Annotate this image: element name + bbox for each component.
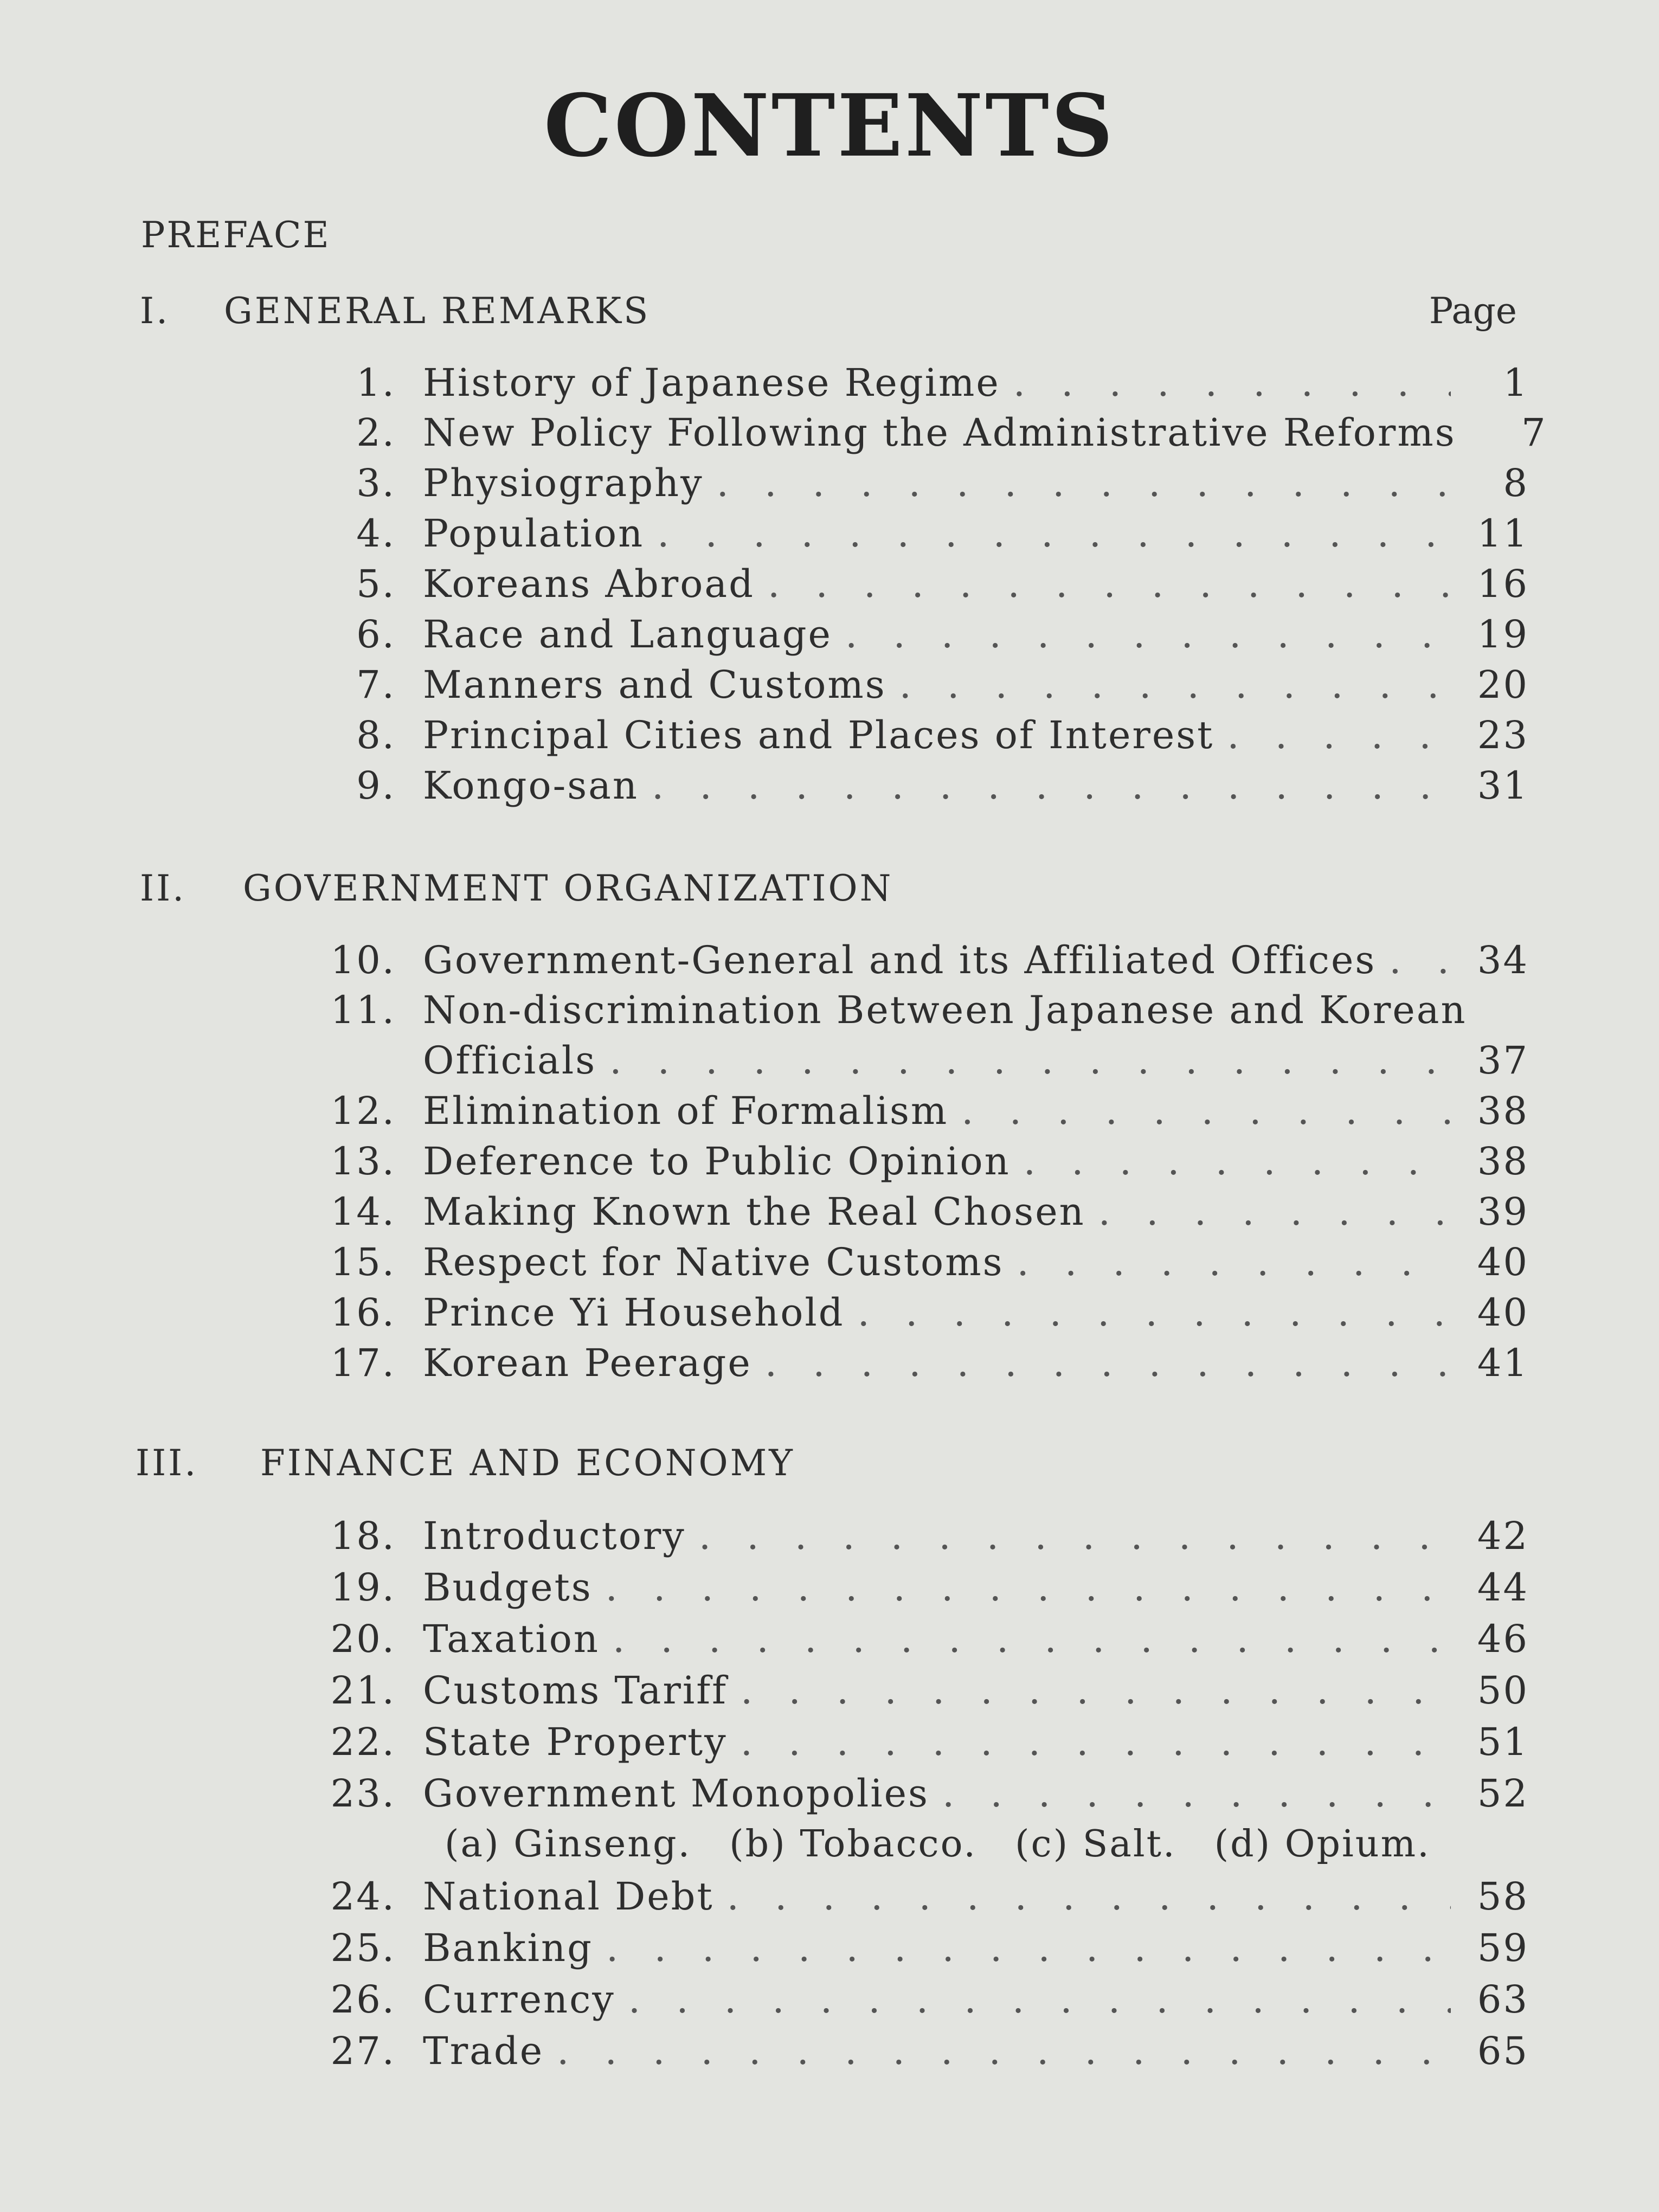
entry-number: 6. bbox=[356, 612, 396, 657]
entry-number: 23. bbox=[330, 1771, 396, 1816]
dot-leader bbox=[1013, 361, 1451, 405]
entry-title: Kongo-san bbox=[423, 763, 639, 808]
toc-entry bbox=[293, 1874, 1529, 1923]
section-numeral: I. bbox=[140, 290, 170, 332]
entry-title: Physiography bbox=[423, 461, 704, 505]
entry-number: 12. bbox=[330, 1089, 396, 1133]
toc-entry bbox=[293, 988, 1529, 1037]
toc-entry bbox=[293, 1514, 1529, 1562]
entry-page: 58 bbox=[1477, 1874, 1529, 1919]
subitem: (d) Opium. bbox=[1214, 1823, 1431, 1866]
toc-entry bbox=[293, 1290, 1529, 1339]
dot-leader bbox=[768, 562, 1451, 606]
section-heading-3 bbox=[136, 1442, 795, 1484]
dot-leader bbox=[613, 1617, 1451, 1661]
toc-entry bbox=[293, 1771, 1529, 1820]
entry-title: Population bbox=[423, 511, 645, 556]
entry-title: Government-General and its Affiliated Offices bbox=[423, 938, 1377, 982]
dot-leader bbox=[741, 1668, 1451, 1713]
toc-entry bbox=[293, 763, 1529, 812]
entry-title: Koreans Abroad bbox=[423, 562, 755, 606]
dot-leader bbox=[942, 1771, 1451, 1816]
entry-number: 22. bbox=[330, 1720, 396, 1764]
entry-number: 21. bbox=[330, 1668, 396, 1713]
entry-title: Making Known the Real Chosen bbox=[423, 1189, 1085, 1234]
entry-number: 25. bbox=[330, 1926, 396, 1970]
entry-page: 38 bbox=[1477, 1089, 1529, 1133]
page-title: CONTENTS bbox=[544, 76, 1115, 176]
entry-page: 59 bbox=[1477, 1926, 1529, 1970]
entry-title: National Debt bbox=[423, 1874, 714, 1919]
entry-number: 5. bbox=[356, 562, 396, 606]
entry-number: 15. bbox=[330, 1240, 396, 1284]
entry-number: 20. bbox=[330, 1617, 396, 1661]
entry-title: Respect for Native Customs bbox=[423, 1240, 1004, 1284]
entry-page: 65 bbox=[1477, 2029, 1529, 2073]
entry-number: 14. bbox=[330, 1189, 396, 1234]
entry-page: 51 bbox=[1477, 1720, 1529, 1764]
entry-title: Trade bbox=[423, 2029, 544, 2073]
dot-leader bbox=[899, 663, 1451, 707]
entry-page: 23 bbox=[1477, 713, 1529, 757]
entry-page: 16 bbox=[1477, 562, 1529, 606]
entry-page: 40 bbox=[1477, 1240, 1529, 1284]
entry-number: 24. bbox=[330, 1874, 396, 1919]
dot-leader bbox=[1098, 1189, 1451, 1234]
entry-page: 31 bbox=[1477, 763, 1529, 808]
entry-page: 7 bbox=[1521, 410, 1547, 455]
toc-entry bbox=[293, 1240, 1529, 1289]
entry-number: 4. bbox=[356, 511, 396, 556]
section-title: GENERAL REMARKS bbox=[223, 290, 651, 332]
entry-number: 18. bbox=[330, 1514, 396, 1558]
section-numeral: II. bbox=[140, 867, 187, 909]
entry-number: 2. bbox=[356, 410, 396, 455]
toc-entry bbox=[293, 1617, 1529, 1666]
toc-entry-continuation bbox=[423, 1038, 1529, 1087]
subitem: (c) Salt. bbox=[1014, 1823, 1176, 1866]
entry-page: 34 bbox=[1477, 938, 1529, 982]
entry-title-continued: Officials bbox=[423, 1038, 597, 1083]
entry-title: Manners and Customs bbox=[423, 663, 886, 707]
entry-number: 16. bbox=[330, 1290, 396, 1335]
entry-title: Principal Cities and Places of Interest bbox=[423, 713, 1214, 757]
toc-entry bbox=[293, 361, 1529, 409]
entry-number: 7. bbox=[356, 663, 396, 707]
page-column-header: Page bbox=[1429, 290, 1517, 332]
entry-number: 9. bbox=[356, 763, 396, 808]
entry-page: 1 bbox=[1503, 361, 1529, 405]
toc-entry bbox=[293, 1720, 1529, 1769]
dot-leader bbox=[765, 1341, 1451, 1385]
toc-entry bbox=[293, 1668, 1529, 1717]
entry-title: Government Monopolies bbox=[423, 1771, 929, 1816]
entry-title: Currency bbox=[423, 1977, 615, 2022]
entry-number: 17. bbox=[330, 1341, 396, 1385]
entry-page: 52 bbox=[1477, 1771, 1529, 1816]
dot-leader bbox=[699, 1514, 1451, 1558]
toc-entry bbox=[293, 461, 1529, 510]
dot-leader bbox=[845, 612, 1451, 657]
entry-title: New Policy Following the Administrative Reforms bbox=[423, 410, 1456, 455]
entry-number: 3. bbox=[356, 461, 396, 505]
toc-entry bbox=[293, 1189, 1529, 1238]
entry-page: 11 bbox=[1477, 511, 1529, 556]
toc-entry bbox=[293, 562, 1529, 610]
entry-page: 63 bbox=[1477, 1977, 1529, 2022]
entry-title: Customs Tariff bbox=[423, 1668, 728, 1713]
entry-page: 37 bbox=[1477, 1038, 1529, 1083]
toc-entry bbox=[293, 1089, 1529, 1137]
toc-entry bbox=[293, 663, 1529, 711]
entry-title: Elimination of Formalism bbox=[423, 1089, 949, 1133]
dot-leader bbox=[609, 1038, 1451, 1083]
entry-page: 39 bbox=[1477, 1189, 1529, 1234]
dot-leader bbox=[1024, 1139, 1451, 1184]
toc-entry bbox=[293, 1977, 1529, 2026]
entry-page: 44 bbox=[1477, 1565, 1529, 1610]
entry-page: 50 bbox=[1477, 1668, 1529, 1713]
dot-leader bbox=[606, 1565, 1451, 1610]
toc-entry bbox=[293, 713, 1529, 762]
dot-leader bbox=[557, 2029, 1451, 2073]
section-title: FINANCE AND ECONOMY bbox=[260, 1442, 795, 1484]
entry-title: Budgets bbox=[423, 1565, 593, 1610]
section-heading-2 bbox=[140, 867, 893, 909]
toc-entry bbox=[293, 1926, 1529, 1975]
dot-leader bbox=[741, 1720, 1451, 1764]
entry-number: 8. bbox=[356, 713, 396, 757]
entry-page: 42 bbox=[1477, 1514, 1529, 1558]
entry-title: State Property bbox=[423, 1720, 728, 1764]
section-heading-1 bbox=[140, 290, 650, 332]
entry-number: 1. bbox=[356, 361, 396, 405]
toc-entry bbox=[293, 612, 1529, 661]
section-title: GOVERNMENT ORGANIZATION bbox=[242, 867, 893, 909]
dot-leader bbox=[717, 461, 1451, 505]
toc-entry bbox=[293, 2029, 1529, 2078]
entry-title: Introductory bbox=[423, 1514, 686, 1558]
entry-title: Prince Yi Household bbox=[423, 1290, 845, 1335]
entry-number: 19. bbox=[330, 1565, 396, 1610]
subitem: (a) Ginseng. bbox=[445, 1823, 692, 1866]
entry-title: Race and Language bbox=[423, 612, 832, 657]
toc-entry bbox=[293, 1341, 1529, 1390]
entry-number: 26. bbox=[330, 1977, 396, 2022]
monopoly-subitems bbox=[445, 1823, 1469, 1866]
section-numeral: III. bbox=[136, 1442, 198, 1484]
entry-number: 27. bbox=[330, 2029, 396, 2073]
dot-leader bbox=[961, 1089, 1451, 1133]
dot-leader bbox=[1227, 713, 1451, 757]
entry-title: Banking bbox=[423, 1926, 593, 1970]
toc-entry bbox=[293, 1139, 1529, 1188]
dot-leader bbox=[628, 1977, 1451, 2022]
entry-page: 8 bbox=[1503, 461, 1529, 505]
dot-leader bbox=[657, 511, 1451, 556]
entry-page: 46 bbox=[1477, 1617, 1529, 1661]
entry-title: Korean Peerage bbox=[423, 1341, 752, 1385]
toc-entry bbox=[293, 410, 1547, 459]
entry-title: Non-discrimination Between Japanese and Korean bbox=[423, 988, 1467, 1032]
dot-leader bbox=[606, 1926, 1451, 1970]
entry-title: History of Japanese Regime bbox=[423, 361, 1000, 405]
dot-leader bbox=[727, 1874, 1451, 1919]
entry-page: 38 bbox=[1477, 1139, 1529, 1184]
entry-number: 10. bbox=[330, 938, 396, 982]
dot-leader bbox=[1389, 938, 1451, 982]
toc-entry bbox=[293, 938, 1529, 987]
entry-page: 19 bbox=[1477, 612, 1529, 657]
entry-number: 11. bbox=[330, 988, 396, 1032]
entry-title: Deference to Public Opinion bbox=[423, 1139, 1011, 1184]
dot-leader bbox=[652, 763, 1451, 808]
entry-page: 20 bbox=[1477, 663, 1529, 707]
entry-page: 41 bbox=[1477, 1341, 1529, 1385]
entry-number: 13. bbox=[330, 1139, 396, 1184]
dot-leader bbox=[1017, 1240, 1451, 1284]
entry-title: Taxation bbox=[423, 1617, 600, 1661]
toc-entry bbox=[293, 511, 1529, 560]
subitem: (b) Tobacco. bbox=[729, 1823, 977, 1866]
preface-heading: PREFACE bbox=[141, 214, 331, 256]
toc-entry bbox=[293, 1565, 1529, 1614]
dot-leader bbox=[858, 1290, 1451, 1335]
entry-page: 40 bbox=[1477, 1290, 1529, 1335]
